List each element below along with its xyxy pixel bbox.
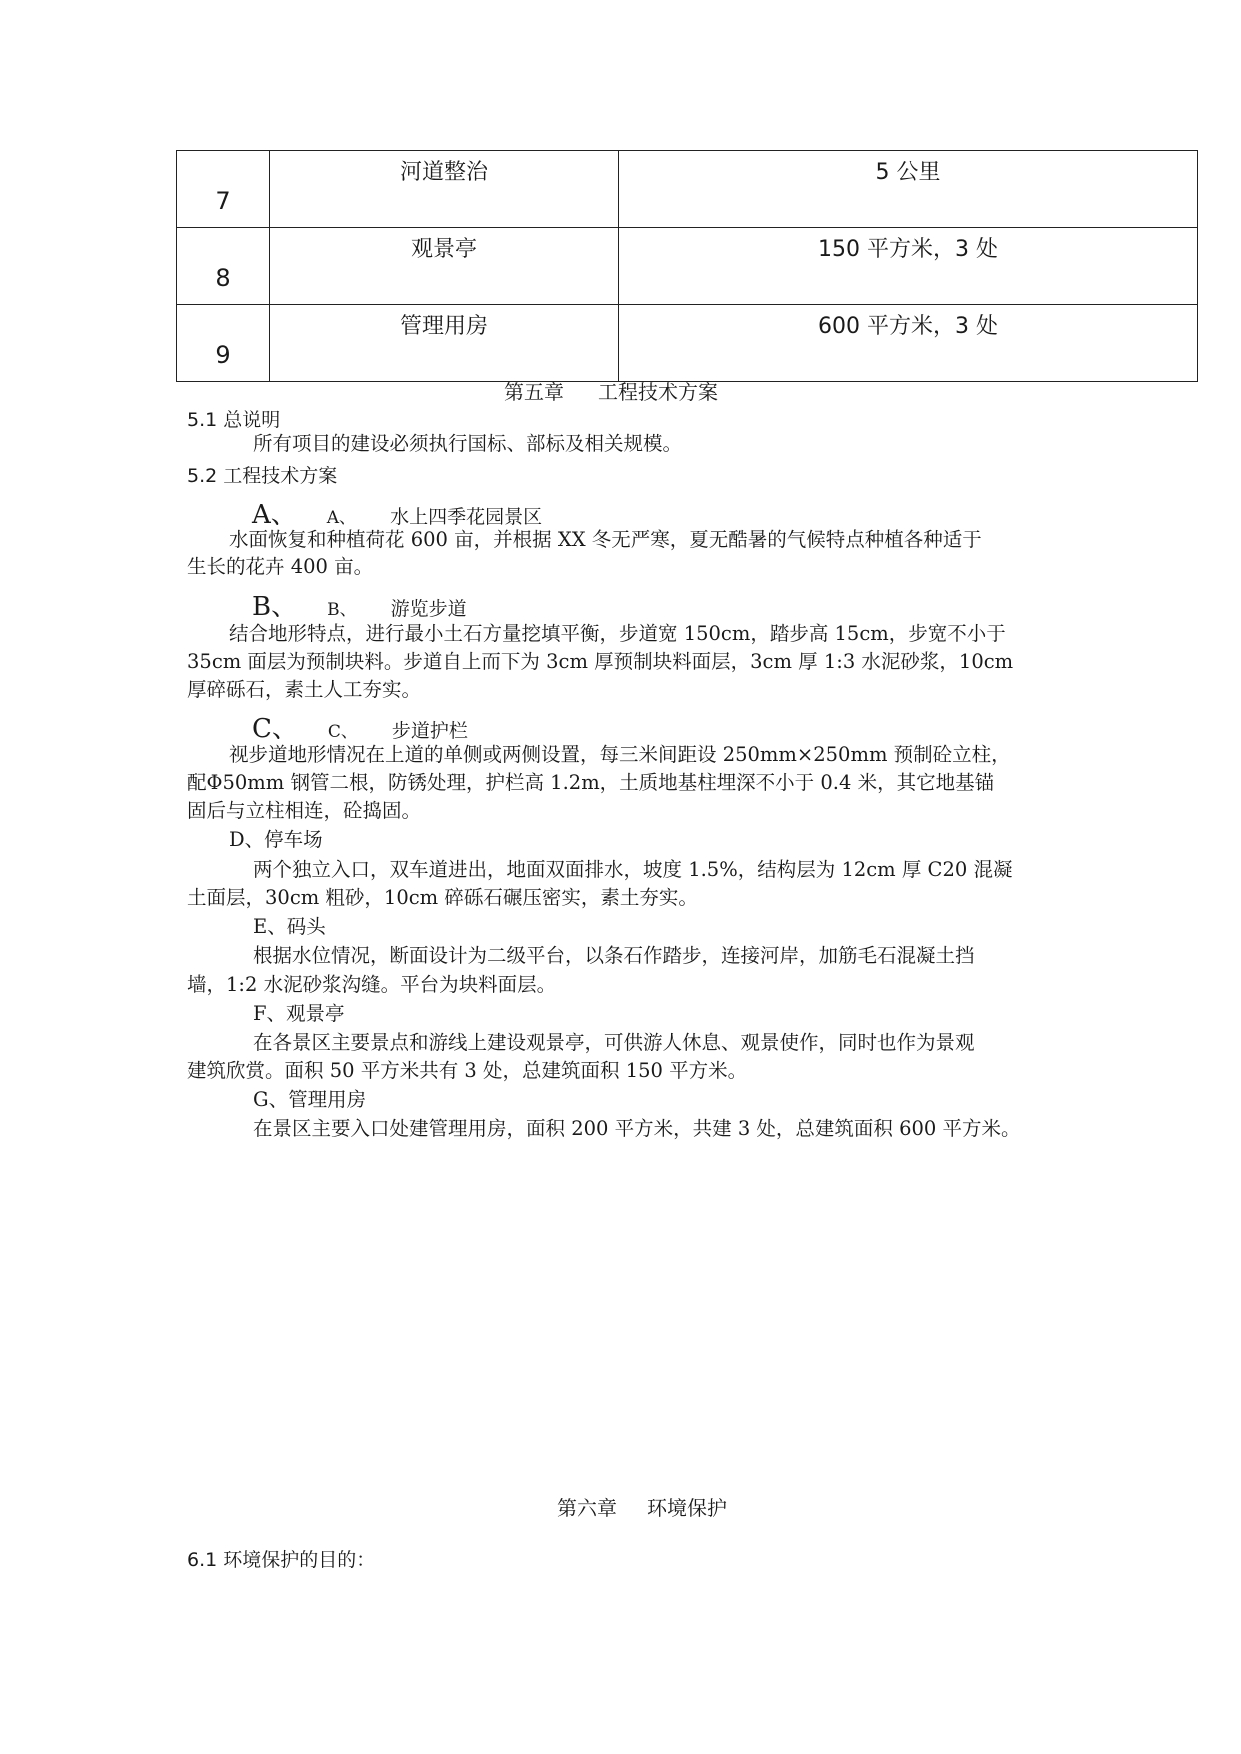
section-5-1-body: 所有项目的建设必须执行国标、部标及相关规模。 <box>253 432 683 455</box>
table-row <box>177 305 1198 382</box>
item-f-line: 在各景区主要景点和游线上建设观景亭，可供游人休息、观景使作，同时也作为景观 <box>253 1031 975 1054</box>
item-a-big-letter: A、 <box>252 500 297 530</box>
row-item: 河道整治 <box>270 151 619 228</box>
item-g-line: 在景区主要入口处建管理用房，面积 200 平方米，共建 3 处，总建筑面积 600 平方米。 <box>253 1117 1021 1140</box>
section-6-1-title: 6.1 环境保护的目的： <box>187 1549 376 1571</box>
table-row <box>177 228 1198 305</box>
item-c-line: 视步道地形情况在上道的单侧或两侧设置，每三米间距设 250mm×250mm 预制砼立柱， <box>229 743 1011 766</box>
item-a-line: 生长的花卉 400 亩。 <box>187 555 374 578</box>
row-value: 5 公里 <box>619 151 1198 228</box>
row-number: 9 <box>177 305 270 382</box>
row-value: 150 平方米，3 处 <box>619 228 1198 305</box>
section-5-2-title: 5.2 工程技术方案 <box>187 465 338 487</box>
item-f-title: F、观景亭 <box>253 1002 345 1025</box>
item-c-heading <box>252 708 468 745</box>
project-table <box>176 150 1198 382</box>
item-e-title: E、码头 <box>253 915 326 938</box>
row-number: 7 <box>177 151 270 228</box>
item-e-line: 根据水位情况，断面设计为二级平台，以条石作踏步，连接河岸，加筋毛石混凝土挡 <box>253 944 975 967</box>
chapter5-heading <box>504 376 718 405</box>
chapter6-number: 第六章 <box>557 1496 617 1520</box>
item-b-small-letter: B、 <box>327 600 357 620</box>
item-g-title: G、管理用房 <box>253 1088 367 1111</box>
chapter6-title: 环境保护 <box>647 1496 727 1520</box>
item-a-line: 水面恢复和种植荷花 600 亩，并根据 XX 冬无严寒，夏无酷暑的气候特点种植各种适于 <box>229 528 982 551</box>
section-5-1-title: 5.1 总说明 <box>187 409 281 431</box>
item-b-heading <box>252 586 467 623</box>
item-f-line: 建筑欣赏。面积 50 平方米共有 3 处，总建筑面积 150 平方米。 <box>187 1059 748 1082</box>
item-c-line: 固后与立柱相连，砼捣固。 <box>187 799 422 822</box>
item-a-small-letter: A、 <box>326 508 357 528</box>
row-item: 管理用房 <box>270 305 619 382</box>
chapter6-heading <box>557 1492 727 1521</box>
item-c-big-letter: C、 <box>252 714 298 744</box>
item-b-line: 厚碎砾石，素土人工夯实。 <box>187 678 422 701</box>
item-d-line: 两个独立入口，双车道进出，地面双面排水，坡度 1.5%，结构层为 12cm 厚 C20 混凝 <box>253 858 1013 881</box>
row-item: 观景亭 <box>270 228 619 305</box>
table-row <box>177 151 1198 228</box>
item-b-title: 游览步道 <box>390 598 467 620</box>
item-b-line: 结合地形特点，进行最小土石方量挖填平衡，步道宽 150cm，踏步高 15cm，步宽不小于 <box>229 622 1006 645</box>
row-number: 8 <box>177 228 270 305</box>
chapter5-number: 第五章 <box>504 380 564 404</box>
item-c-small-letter: C、 <box>327 722 358 742</box>
item-c-line: 配Φ50mm 钢管二根，防锈处理，护栏高 1.2m，土质地基柱埋深不小于 0.4 米，其它地基锚 <box>187 771 995 794</box>
item-d-title: D、停车场 <box>229 828 323 851</box>
item-a-title: 水上四季花园景区 <box>390 506 543 528</box>
chapter5-title: 工程技术方案 <box>598 380 718 404</box>
item-b-line: 35cm 面层为预制块料。步道自上而下为 3cm 厚预制块料面层，3cm 厚 1:3 水泥砂浆，10cm <box>187 650 1014 673</box>
item-b-big-letter: B、 <box>252 592 298 622</box>
row-value: 600 平方米，3 处 <box>619 305 1198 382</box>
item-e-line: 墙，1:2 水泥砂浆沟缝。平台为块料面层。 <box>187 973 557 996</box>
item-c-title: 步道护栏 <box>391 720 468 742</box>
item-d-line: 土面层，30cm 粗砂，10cm 碎砾石碾压密实，素土夯实。 <box>187 886 698 909</box>
